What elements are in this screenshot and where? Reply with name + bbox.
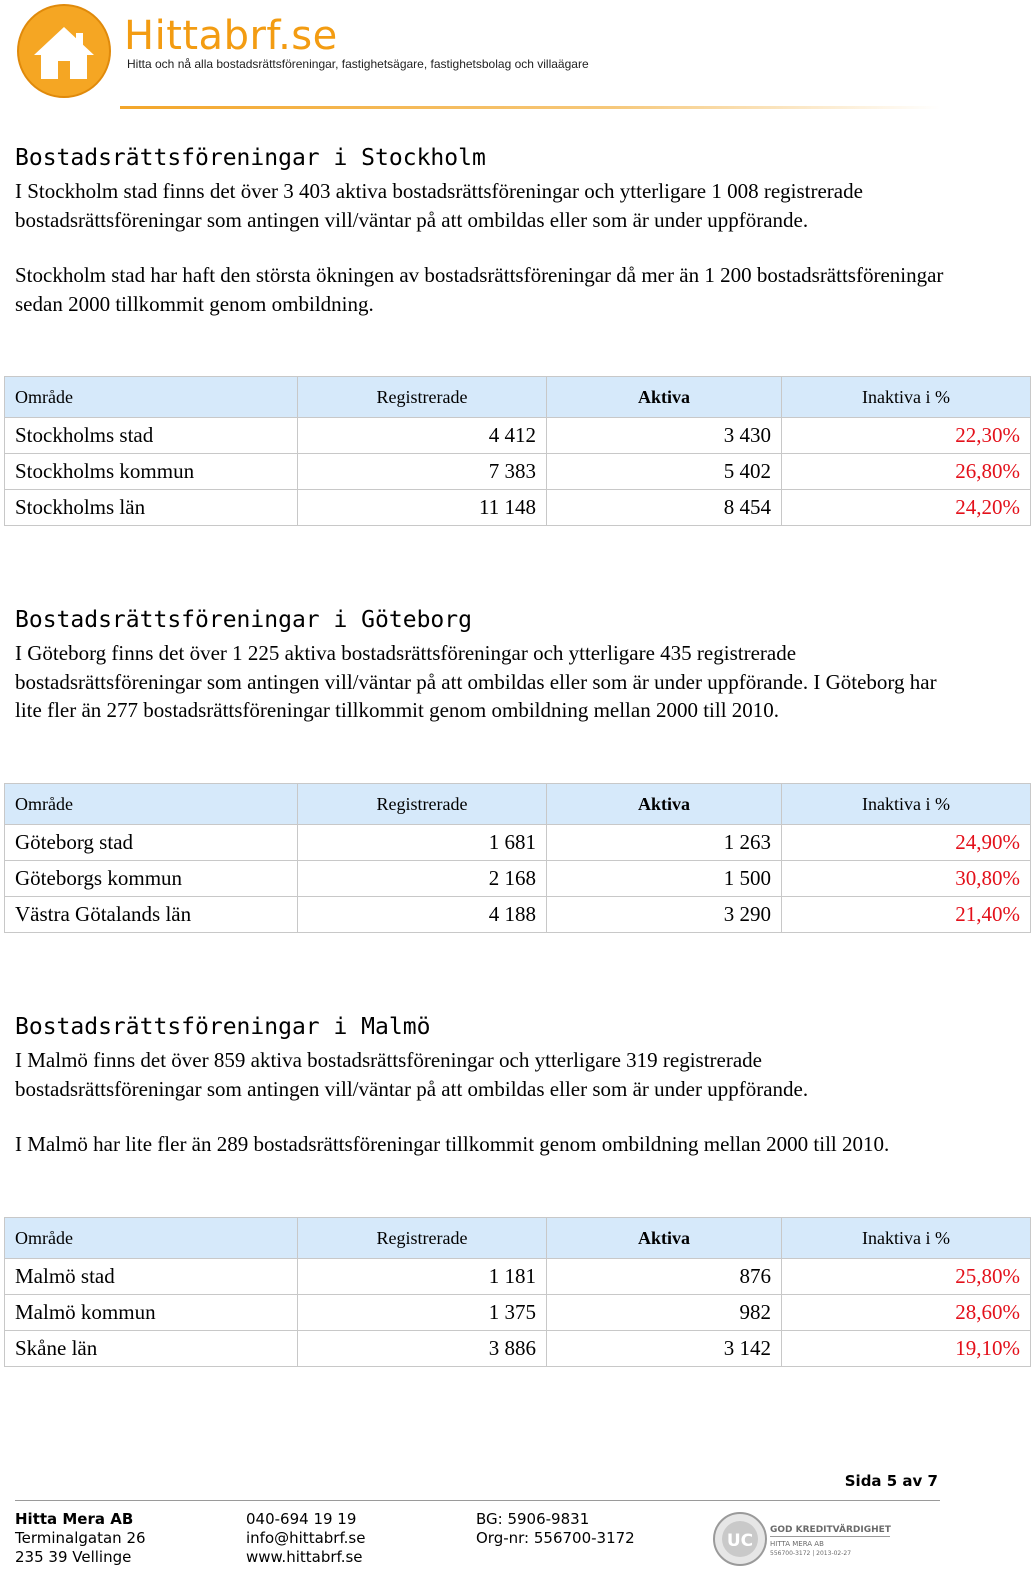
brand-name: Hittabrf.se: [124, 13, 338, 59]
col-header-inactive: Inaktiva i %: [782, 377, 1031, 418]
cell-active: 982: [547, 1295, 782, 1331]
credit-rating-seal-icon: [712, 1508, 892, 1570]
section-title: Bostadsrättsföreningar i Göteborg: [15, 607, 472, 633]
col-header-active: Aktiva: [547, 1218, 782, 1259]
cell-registered: 3 886: [298, 1331, 547, 1367]
seal-title: GOD KREDITVÄRDIGHET: [770, 1525, 891, 1535]
org-number: Org-nr: 556700-3172: [476, 1529, 635, 1547]
table-row: [5, 861, 1031, 897]
stats-table-goteborg: [4, 783, 1031, 933]
table-header-row: [5, 377, 1031, 418]
section-title: Bostadsrättsföreningar i Stockholm: [15, 145, 486, 171]
cell-registered: 4 188: [298, 897, 547, 933]
paragraph: I Malmö finns det över 859 aktiva bostadsrättsföreningar och ytterligare 319 registrerade bostadsrättsföreningar som antingen vill/väntar på att ombildas eller som är under uppförande.: [15, 1048, 809, 1101]
cell-area: Stockholms stad: [5, 418, 298, 454]
col-header-area: Område: [5, 784, 298, 825]
cell-inactive: 26,80%: [782, 454, 1031, 490]
paragraph: I Malmö har lite fler än 289 bostadsrättsföreningar tillkommit genom ombildning mellan 2000 till 2010.: [15, 1132, 890, 1156]
cell-inactive: 19,10%: [782, 1331, 1031, 1367]
cell-active: 3 142: [547, 1331, 782, 1367]
paragraph: I Göteborg finns det över 1 225 aktiva bostadsrättsföreningar och ytterligare 435 registrerade bostadsrättsföreningar som antingen vill/väntar på att ombildas eller som är under uppförande. I Göteborg har lite fler än 277 bostadsrättsföreningar tillkommit genom ombildning mellan 2000 till 2010.: [15, 641, 937, 722]
stats-table-stockholm: [4, 376, 1031, 526]
table-row: [5, 1259, 1031, 1295]
house-logo-icon: [16, 3, 112, 99]
footer-contact: [246, 1510, 365, 1567]
col-header-area: Område: [5, 377, 298, 418]
col-header-active: Aktiva: [547, 784, 782, 825]
cell-registered: 1 681: [298, 825, 547, 861]
col-header-area: Område: [5, 1218, 298, 1259]
email-link[interactable]: info@hittabrf.se: [246, 1529, 366, 1547]
col-header-inactive: Inaktiva i %: [782, 784, 1031, 825]
street-address: Terminalgatan 26: [15, 1529, 146, 1547]
seal-date: 556700-3172 | 2013-02-27: [770, 1550, 852, 1557]
cell-area: Stockholms län: [5, 490, 298, 526]
section-goteborg: [15, 605, 945, 725]
cell-active: 1 263: [547, 825, 782, 861]
cell-area: Göteborgs kommun: [5, 861, 298, 897]
table-row: [5, 418, 1031, 454]
col-header-inactive: Inaktiva i %: [782, 1218, 1031, 1259]
cell-inactive: 24,20%: [782, 490, 1031, 526]
cell-active: 5 402: [547, 454, 782, 490]
seal-company: HITTA MERA AB: [770, 1540, 824, 1548]
postal-address: 235 39 Vellinge: [15, 1548, 132, 1566]
cell-registered: 1 181: [298, 1259, 547, 1295]
cell-active: 3 290: [547, 897, 782, 933]
cell-area: Malmö kommun: [5, 1295, 298, 1331]
cell-inactive: 25,80%: [782, 1259, 1031, 1295]
footer-divider: [15, 1500, 940, 1501]
table-row: [5, 1295, 1031, 1331]
footer-address: [15, 1510, 146, 1567]
cell-active: 3 430: [547, 418, 782, 454]
brand-tagline: Hitta och nå alla bostadsrättsföreningar, fastighetsägare, fastighetsbolag och villaägare: [127, 57, 589, 71]
seal-mark: UC: [726, 1531, 754, 1551]
cell-inactive: 22,30%: [782, 418, 1031, 454]
page-header: [0, 0, 960, 112]
cell-area: Malmö stad: [5, 1259, 298, 1295]
section-stockholm: [15, 143, 945, 318]
cell-area: Västra Götalands län: [5, 897, 298, 933]
cell-inactive: 30,80%: [782, 861, 1031, 897]
website-link[interactable]: www.hittabrf.se: [246, 1548, 363, 1566]
cell-inactive: 28,60%: [782, 1295, 1031, 1331]
table-row: [5, 825, 1031, 861]
table-header-row: [5, 784, 1031, 825]
cell-registered: 4 412: [298, 418, 547, 454]
table-row: [5, 454, 1031, 490]
col-header-registered: Registrerade: [298, 377, 547, 418]
cell-active: 876: [547, 1259, 782, 1295]
table-row: [5, 490, 1031, 526]
col-header-registered: Registrerade: [298, 1218, 547, 1259]
cell-active: 8 454: [547, 490, 782, 526]
cell-area: Skåne län: [5, 1331, 298, 1367]
col-header-active: Aktiva: [547, 377, 782, 418]
col-header-registered: Registrerade: [298, 784, 547, 825]
cell-inactive: 24,90%: [782, 825, 1031, 861]
page-number: Sida 5 av 7: [844, 1472, 938, 1490]
footer-registration: [476, 1510, 635, 1548]
cell-registered: 2 168: [298, 861, 547, 897]
cell-registered: 7 383: [298, 454, 547, 490]
cell-active: 1 500: [547, 861, 782, 897]
cell-registered: 1 375: [298, 1295, 547, 1331]
section-malmo: [15, 1012, 945, 1159]
header-divider: [120, 106, 940, 109]
company-name: Hitta Mera AB: [15, 1510, 134, 1528]
table-row: [5, 897, 1031, 933]
cell-inactive: 21,40%: [782, 897, 1031, 933]
stats-table-malmo: [4, 1217, 1031, 1367]
cell-area: Göteborg stad: [5, 825, 298, 861]
phone-number: 040-694 19 19: [246, 1510, 357, 1528]
bankgiro-number: BG: 5906-9831: [476, 1510, 590, 1528]
section-title: Bostadsrättsföreningar i Malmö: [15, 1014, 431, 1040]
cell-area: Stockholms kommun: [5, 454, 298, 490]
table-row: [5, 1331, 1031, 1367]
paragraph: I Stockholm stad finns det över 3 403 aktiva bostadsrättsföreningar och ytterligare 1 008 registrerade bostadsrättsföreningar som antingen vill/väntar på att ombildas eller som är under uppförande.: [15, 179, 863, 232]
paragraph: Stockholm stad har haft den största ökningen av bostadsrättsföreningar då mer än 1 200 bostadsrättsföreningar sedan 2000 tillkommit genom ombildning.: [15, 263, 944, 316]
table-header-row: [5, 1218, 1031, 1259]
cell-registered: 11 148: [298, 490, 547, 526]
